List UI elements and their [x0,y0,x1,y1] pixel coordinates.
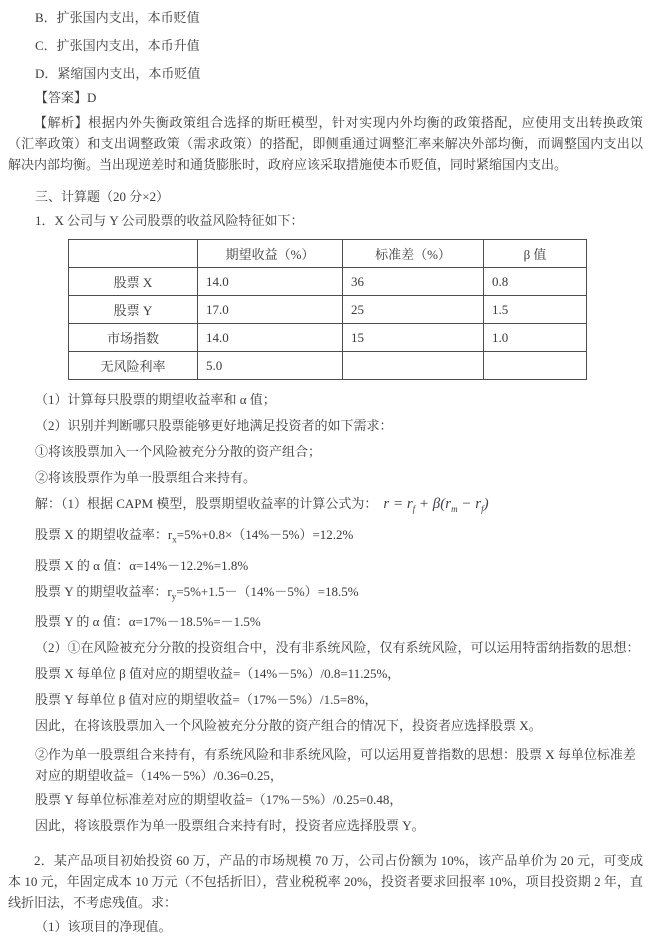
formula-var: r [167,583,172,599]
risk-return-table [68,239,587,380]
stock-x-expected-return-line [35,525,643,550]
treynor-stock-x-line: 股票 X 每单位 β 值对应的期望收益=（14%－5%）/0.8=11.25%， [35,666,401,682]
solution-intro-label: 解：（1）根据 CAPM 模型，股票期望收益率的计算公式为： [35,496,378,511]
capm-formula [377,496,488,512]
question1-intro: 1．X 公司与 Y 公司股票的收益风险特征如下： [35,213,304,228]
treynor-stock-y-line: 股票 Y 每单位 β 值对应的期望收益=（17%－5%）/1.5=8%， [35,692,378,708]
formula-subscript: m [451,504,458,514]
row-label: 市场指数 [69,324,198,352]
formula [167,527,354,545]
formula: α=17%－18.5%=－1.5% [128,614,261,630]
row-label: 股票 Y [69,296,198,324]
table-header-row [69,240,587,268]
option-d: D．紧缩国内支出，本币贬值 [35,66,201,81]
option-b: B．扩张国内支出，本币贬值 [35,10,200,25]
table-cell: 17.0 [198,296,343,324]
table-cell [484,352,587,380]
formula-part: − r [457,496,482,512]
formula-part: + β(r [415,496,452,512]
table-row-market-index [69,324,587,352]
q2-subquestion-1: （1）该项目的净现值。 [35,919,172,935]
treynor-intro-line: （2）①在风险被充分分散的投资组合中，没有非系统风险，仅有系统风险，可以运用特雷纳指数的思想： [35,640,640,656]
row-label: 无风险利率 [69,352,198,380]
table-cell: 36 [343,268,484,296]
stock-y-expected-return-line [35,582,643,607]
q1-subquestion-1: （1）计算每只股票的期望收益率和 α 值； [35,392,276,407]
formula-expr: =5%+0.8×（14%－5%）=12.2% [176,527,354,542]
formula-part: ) [483,496,489,512]
treynor-conclusion-line: 因此，在将该股票加入一个风险被充分分散的资产组合的情况下，投资者应选择股票 X。 [35,718,542,734]
formula-var: r [167,527,173,542]
table-cell: 25 [343,296,484,324]
formula-subscript: x [172,534,177,545]
sharpe-stock-y-line: 股票 Y 每单位标准差对应的期望收益=（17%－5%）/0.25=0.48， [35,792,403,808]
table-cell: 1.0 [484,324,587,352]
table-header-blank [69,240,198,268]
answer-line: 【答案】D [35,90,97,105]
sharpe-intro-paragraph: ②作为单一股票组合来持有，有系统风险和非系统风险，可以运用夏普指数的思想：股票 X 每单位标准差对应的期望收益=（14%－5%）/0.36=0.25， [35,747,636,784]
line-label: 股票 Y 的 α 值： [35,614,129,630]
formula [167,583,359,602]
formula-subscript: f [412,504,416,514]
table-header-beta: β 值 [484,240,587,268]
q1-requirement-1: ①将该股票加入一个风险被充分分散的资产组合； [35,444,322,459]
formula: α=14%－12.2%=1.8% [129,557,249,573]
formula-subscript: y [171,591,177,602]
table-header-std-dev: 标准差（%） [343,240,484,268]
analysis-paragraph: 【解析】根据内外失衡政策组合选择的斯旺模型，针对实现内外均衡的政策搭配，应使用支出转换政策（汇率政策）和支出调整政策（需求政策）的搭配，即侧重通过调整汇率来解决外部均衡，而调整国内支出以解决内部均衡。当出现逆差时和通货膨胀时，政府应该采取措施使本币贬值，同时紧缩国内支出。 [8,115,643,172]
stock-y-alpha-line [35,612,643,632]
section-heading: 三、计算题（20 分×2） [35,189,170,204]
sharpe-conclusion-line: 因此，将该股票作为单一股票组合来持有时，投资者应选择股票 Y。 [35,818,425,834]
q1-subquestion-2: （2）识别并判断哪只股票能够更好地满足投资者的如下需求： [35,418,393,433]
solution-intro [35,494,643,519]
formula-subscript: f [481,504,484,514]
line-label: 股票 X 的期望收益率： [35,527,168,542]
table-cell: 5.0 [198,352,343,380]
table-row-stock-x [69,268,587,296]
formula-part: r = r [383,496,413,512]
table-cell: 0.8 [484,268,587,296]
table-cell: 15 [343,324,484,352]
q1-requirement-2: ②将该股票作为单一股票组合来持有。 [35,470,257,485]
formula-expr: =5%+1.5－（14%－5%）=18.5% [176,583,359,599]
question2-paragraph: 2．某产品项目初始投资 60 万，产品的市场规模 70 万，公司占份额为 10%，该产品单价为 20 元，可变成本 10 元，年固定成本 10 万元（不包括折旧），营业税税率 20%，投资者要求回报率 10%，项目投资期 2 年，直线折旧法，不考虑残值。求： [8,853,643,911]
table-row-risk-free-rate [69,352,587,380]
line-label: 股票 Y 的期望收益率： [35,583,168,599]
table-cell: 14.0 [198,268,343,296]
table-cell: 1.5 [484,296,587,324]
line-label: 股票 X 的 α 值： [35,557,130,573]
table-cell: 14.0 [198,324,343,352]
stock-x-alpha-line [35,556,643,576]
table-row-stock-y [69,296,587,324]
table-cell [343,352,484,380]
row-label: 股票 X [69,268,198,296]
option-c: C．扩张国内支出，本币升值 [35,38,200,53]
table-header-expected-return: 期望收益（%） [198,240,343,268]
